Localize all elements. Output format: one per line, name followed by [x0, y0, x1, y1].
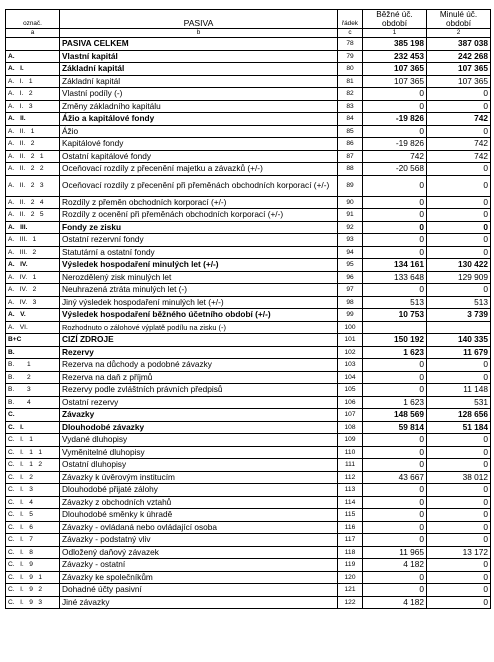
row-oznaceni: C. I. 9 1: [6, 571, 60, 584]
row-radek: 101: [338, 334, 363, 347]
row-minule-value: 0: [427, 521, 491, 534]
table-row: [6, 471, 491, 484]
row-oznaceni: C. I. 2: [6, 471, 60, 484]
table-row: [6, 371, 491, 384]
row-minule-value: 0: [427, 509, 491, 522]
row-radek: 100: [338, 321, 363, 334]
row-radek: 83: [338, 100, 363, 113]
table-row: [6, 421, 491, 434]
row-oznaceni: A. II.: [6, 113, 60, 126]
row-radek: 82: [338, 88, 363, 101]
table-row: [6, 88, 491, 101]
row-minule-value: 38 012: [427, 471, 491, 484]
row-radek: 117: [338, 534, 363, 547]
table-row: [6, 484, 491, 497]
row-radek: 120: [338, 571, 363, 584]
row-bezne-value: 0: [363, 100, 427, 113]
row-oznaceni: A. II. 2 2: [6, 163, 60, 176]
row-bezne-value: 0: [363, 209, 427, 222]
row-minule-value: 387 038: [427, 38, 491, 51]
header-minule-obdobi: Minulé úč. období: [427, 10, 491, 29]
row-oznaceni: B. 1: [6, 359, 60, 372]
row-label: Rezerva na důchody a podobné závazky: [60, 359, 338, 372]
row-minule-value: 11 679: [427, 346, 491, 359]
row-label: Vydané dluhopisy: [60, 434, 338, 447]
row-bezne-value: 0: [363, 484, 427, 497]
row-bezne-value: 0: [363, 496, 427, 509]
row-label: Neuhrazená ztráta minulých let (-): [60, 284, 338, 297]
row-oznaceni: A. II. 2 3: [6, 175, 60, 196]
row-oznaceni: C. I. 7: [6, 534, 60, 547]
row-oznaceni: C. I. 4: [6, 496, 60, 509]
row-label: CIZÍ ZDROJE: [60, 334, 338, 347]
table-row: [6, 546, 491, 559]
row-oznaceni: B. 2: [6, 371, 60, 384]
row-label: Rezerva na daň z příjmů: [60, 371, 338, 384]
row-oznaceni: C. I. 6: [6, 521, 60, 534]
row-label: Závazky z obchodních vztahů: [60, 496, 338, 509]
row-oznaceni: A. I.: [6, 63, 60, 76]
row-radek: 122: [338, 596, 363, 609]
row-radek: 80: [338, 63, 363, 76]
table-row: [6, 100, 491, 113]
row-bezne-value: 0: [363, 521, 427, 534]
row-minule-value: 140 335: [427, 334, 491, 347]
row-label: Závazky: [60, 409, 338, 422]
row-label: Ážio: [60, 125, 338, 138]
row-label: Rezervy: [60, 346, 338, 359]
row-radek: 84: [338, 113, 363, 126]
row-oznaceni: A.: [6, 50, 60, 63]
row-bezne-value: 232 453: [363, 50, 427, 63]
row-oznaceni: B. 4: [6, 396, 60, 409]
row-oznaceni: A. II. 2 4: [6, 196, 60, 209]
row-label: Vlastní kapitál: [60, 50, 338, 63]
row-radek: 92: [338, 221, 363, 234]
table-row: [6, 38, 491, 51]
row-oznaceni: C. I. 9 2: [6, 584, 60, 597]
row-label: Kapitálové fondy: [60, 138, 338, 151]
row-minule-value: 129 909: [427, 271, 491, 284]
row-oznaceni: A. III. 1: [6, 234, 60, 247]
row-label: Dlouhodobé závazky: [60, 421, 338, 434]
row-minule-value: 513: [427, 296, 491, 309]
row-minule-value: 107 365: [427, 63, 491, 76]
row-radek: 89: [338, 175, 363, 196]
row-label: Odložený daňový závazek: [60, 546, 338, 559]
row-minule-value: 0: [427, 534, 491, 547]
row-radek: 107: [338, 409, 363, 422]
row-bezne-value: 385 198: [363, 38, 427, 51]
row-label: Statutární a ostatní fondy: [60, 246, 338, 259]
row-oznaceni: C.: [6, 409, 60, 422]
row-label: Ostatní kapitálové fondy: [60, 150, 338, 163]
row-radek: 102: [338, 346, 363, 359]
row-bezne-value: 0: [363, 125, 427, 138]
row-minule-value: 0: [427, 496, 491, 509]
table-row: [6, 496, 491, 509]
table-row: [6, 571, 491, 584]
row-oznaceni: A. I. 3: [6, 100, 60, 113]
table-row: [6, 521, 491, 534]
row-minule-value: 0: [427, 209, 491, 222]
sub-1: 1: [363, 29, 427, 38]
table-row: [6, 196, 491, 209]
row-bezne-value: 59 814: [363, 421, 427, 434]
table-row: [6, 409, 491, 422]
row-radek: 110: [338, 446, 363, 459]
row-oznaceni: A. IV. 3: [6, 296, 60, 309]
row-bezne-value: 0: [363, 175, 427, 196]
table-row: [6, 309, 491, 322]
table-row: [6, 509, 491, 522]
row-minule-value: 130 422: [427, 259, 491, 272]
row-label: Fondy ze zisku: [60, 221, 338, 234]
table-row: [6, 596, 491, 609]
row-minule-value: 0: [427, 596, 491, 609]
row-minule-value: 0: [427, 459, 491, 472]
row-minule-value: 0: [427, 571, 491, 584]
table-row: [6, 534, 491, 547]
table-row: [6, 384, 491, 397]
row-oznaceni: A. II. 2 1: [6, 150, 60, 163]
row-label: Oceňovací rozdíly z přecenění při přeměnách obchodních korporací (+/-): [60, 175, 338, 196]
row-radek: 104: [338, 371, 363, 384]
row-label: Oceňovací rozdíly z přecenění majetku a závazků (+/-): [60, 163, 338, 176]
table-row: [6, 459, 491, 472]
row-oznaceni: A. III. 2: [6, 246, 60, 259]
row-oznaceni: C. I. 9: [6, 559, 60, 572]
table-row: [6, 221, 491, 234]
row-minule-value: 0: [427, 175, 491, 196]
row-bezne-value: 11 965: [363, 546, 427, 559]
row-minule-value: 0: [427, 246, 491, 259]
table-row: [6, 50, 491, 63]
row-bezne-value: -20 568: [363, 163, 427, 176]
row-radek: 98: [338, 296, 363, 309]
row-bezne-value: 1 623: [363, 396, 427, 409]
row-bezne-value: 107 365: [363, 75, 427, 88]
row-oznaceni: C. I. 9 3: [6, 596, 60, 609]
row-oznaceni: A. II. 2 5: [6, 209, 60, 222]
row-radek: 94: [338, 246, 363, 259]
row-bezne-value: 0: [363, 459, 427, 472]
row-label: Výsledek hospodaření minulých let (+/-): [60, 259, 338, 272]
row-bezne-value: 0: [363, 221, 427, 234]
row-bezne-value: 513: [363, 296, 427, 309]
row-minule-value: [427, 321, 491, 334]
row-radek: 90: [338, 196, 363, 209]
row-oznaceni: C. I. 3: [6, 484, 60, 497]
row-oznaceni: A. I. 2: [6, 88, 60, 101]
row-radek: 96: [338, 271, 363, 284]
row-radek: 85: [338, 125, 363, 138]
table-row: [6, 271, 491, 284]
row-minule-value: 0: [427, 434, 491, 447]
row-minule-value: 128 656: [427, 409, 491, 422]
row-label: Vlastní podíly (-): [60, 88, 338, 101]
row-radek: 113: [338, 484, 363, 497]
table-row: [6, 434, 491, 447]
header-subrow: [6, 29, 491, 38]
table-row: [6, 150, 491, 163]
row-label: Ostatní rezervy: [60, 396, 338, 409]
row-oznaceni: A. IV.: [6, 259, 60, 272]
row-bezne-value: 4 182: [363, 596, 427, 609]
row-radek: 79: [338, 50, 363, 63]
row-minule-value: 107 365: [427, 75, 491, 88]
row-bezne-value: 0: [363, 571, 427, 584]
row-minule-value: 742: [427, 150, 491, 163]
row-minule-value: 0: [427, 284, 491, 297]
row-bezne-value: 107 365: [363, 63, 427, 76]
row-oznaceni: C. I. 1 2: [6, 459, 60, 472]
row-minule-value: 0: [427, 221, 491, 234]
row-label: Rozdíly z ocenění při přeměnách obchodních korporací (+/-): [60, 209, 338, 222]
table-row: [6, 396, 491, 409]
table-row: [6, 321, 491, 334]
row-minule-value: 13 172: [427, 546, 491, 559]
row-bezne-value: 0: [363, 446, 427, 459]
row-oznaceni: C. I. 5: [6, 509, 60, 522]
row-oznaceni: C. I. 1 1: [6, 446, 60, 459]
row-minule-value: 0: [427, 446, 491, 459]
row-bezne-value: 0: [363, 359, 427, 372]
row-oznaceni: [6, 38, 60, 51]
row-label: Jiný výsledek hospodaření minulých let (+/-): [60, 296, 338, 309]
row-label: Jiné závazky: [60, 596, 338, 609]
sub-2: 2: [427, 29, 491, 38]
row-radek: 115: [338, 509, 363, 522]
row-minule-value: 242 268: [427, 50, 491, 63]
row-radek: 118: [338, 546, 363, 559]
row-radek: 116: [338, 521, 363, 534]
table-row: [6, 246, 491, 259]
row-oznaceni: A. III.: [6, 221, 60, 234]
row-minule-value: 0: [427, 359, 491, 372]
row-minule-value: 3 739: [427, 309, 491, 322]
row-bezne-value: 0: [363, 234, 427, 247]
table-row: [6, 559, 491, 572]
header-radek: řádek: [338, 10, 363, 29]
table-row: [6, 75, 491, 88]
row-radek: 88: [338, 163, 363, 176]
row-bezne-value: 0: [363, 246, 427, 259]
header-pasiva: PASIVA: [60, 10, 338, 29]
row-label: Změny základního kapitálu: [60, 100, 338, 113]
row-minule-value: 742: [427, 113, 491, 126]
row-radek: 108: [338, 421, 363, 434]
row-label: Dlouhodobé směnky k úhradě: [60, 509, 338, 522]
pasiva-table: [5, 9, 491, 609]
row-radek: 87: [338, 150, 363, 163]
table-row: [6, 296, 491, 309]
row-minule-value: 0: [427, 88, 491, 101]
row-oznaceni: A. V.: [6, 309, 60, 322]
row-minule-value: 0: [427, 371, 491, 384]
row-radek: 97: [338, 284, 363, 297]
row-oznaceni: A. II. 1: [6, 125, 60, 138]
row-radek: 105: [338, 384, 363, 397]
row-radek: 91: [338, 209, 363, 222]
row-bezne-value: 0: [363, 284, 427, 297]
row-radek: 95: [338, 259, 363, 272]
row-radek: 86: [338, 138, 363, 151]
row-bezne-value: [363, 321, 427, 334]
table-row: [6, 284, 491, 297]
table-row: [6, 234, 491, 247]
row-radek: 93: [338, 234, 363, 247]
balance-sheet-page: [5, 9, 490, 609]
row-label: Závazky - ovládaná nebo ovládající osoba: [60, 521, 338, 534]
row-bezne-value: 0: [363, 384, 427, 397]
row-minule-value: 11 148: [427, 384, 491, 397]
row-bezne-value: 0: [363, 584, 427, 597]
row-label: Rozdíly z přeměn obchodních korporací (+/-): [60, 196, 338, 209]
row-radek: 119: [338, 559, 363, 572]
table-row: [6, 175, 491, 196]
row-minule-value: 51 184: [427, 421, 491, 434]
row-bezne-value: 134 161: [363, 259, 427, 272]
row-minule-value: 0: [427, 584, 491, 597]
row-oznaceni: A. IV. 1: [6, 271, 60, 284]
row-minule-value: 0: [427, 163, 491, 176]
sub-a: a: [6, 29, 60, 38]
row-minule-value: 0: [427, 100, 491, 113]
row-minule-value: 0: [427, 196, 491, 209]
row-bezne-value: 742: [363, 150, 427, 163]
table-row: [6, 138, 491, 151]
row-oznaceni: A. IV. 2: [6, 284, 60, 297]
sub-c: c: [338, 29, 363, 38]
table-row: [6, 359, 491, 372]
header-bezne-obdobi: Běžné úč. období: [363, 10, 427, 29]
table-row: [6, 446, 491, 459]
row-radek: 111: [338, 459, 363, 472]
table-row: [6, 63, 491, 76]
row-bezne-value: 0: [363, 371, 427, 384]
row-oznaceni: B.: [6, 346, 60, 359]
row-radek: 112: [338, 471, 363, 484]
row-minule-value: 0: [427, 559, 491, 572]
row-minule-value: 0: [427, 234, 491, 247]
row-label: Základní kapitál: [60, 63, 338, 76]
row-radek: 103: [338, 359, 363, 372]
row-label: Závazky k úvěrovým institucím: [60, 471, 338, 484]
row-bezne-value: 1 623: [363, 346, 427, 359]
row-minule-value: 531: [427, 396, 491, 409]
row-bezne-value: 150 192: [363, 334, 427, 347]
row-bezne-value: 0: [363, 534, 427, 547]
row-oznaceni: C. I.: [6, 421, 60, 434]
row-bezne-value: 43 667: [363, 471, 427, 484]
row-bezne-value: 10 753: [363, 309, 427, 322]
row-label: Rozhodnuto o zálohové výplatě podílu na zisku (-): [60, 321, 338, 334]
row-label: Vyměnitelné dluhopisy: [60, 446, 338, 459]
row-minule-value: 0: [427, 484, 491, 497]
row-bezne-value: 0: [363, 196, 427, 209]
table-row: [6, 584, 491, 597]
row-bezne-value: 0: [363, 434, 427, 447]
table-row: [6, 259, 491, 272]
row-label: Nerozdělený zisk minulých let: [60, 271, 338, 284]
row-label: Ostatní dluhopisy: [60, 459, 338, 472]
row-bezne-value: 133 648: [363, 271, 427, 284]
row-radek: 114: [338, 496, 363, 509]
row-label: Základní kapitál: [60, 75, 338, 88]
table-row: [6, 334, 491, 347]
row-bezne-value: 0: [363, 88, 427, 101]
row-radek: 106: [338, 396, 363, 409]
header-oznaceni: označ.: [6, 10, 60, 29]
row-bezne-value: 0: [363, 509, 427, 522]
row-label: Dohadné účty pasivní: [60, 584, 338, 597]
table-row: [6, 346, 491, 359]
row-label: Ážio a kapitálové fondy: [60, 113, 338, 126]
row-oznaceni: A. VI.: [6, 321, 60, 334]
row-label: Závazky ke společníkům: [60, 571, 338, 584]
row-oznaceni: A. I. 1: [6, 75, 60, 88]
row-radek: 81: [338, 75, 363, 88]
table-row: [6, 125, 491, 138]
row-label: Výsledek hospodaření běžného účetního období (+/-): [60, 309, 338, 322]
row-label: Rezervy podle zvláštních právních předpisů: [60, 384, 338, 397]
row-bezne-value: 4 182: [363, 559, 427, 572]
row-bezne-value: -19 826: [363, 113, 427, 126]
row-radek: 78: [338, 38, 363, 51]
row-oznaceni: C. I. 8: [6, 546, 60, 559]
row-oznaceni: C. I. 1: [6, 434, 60, 447]
row-radek: 109: [338, 434, 363, 447]
row-bezne-value: 148 569: [363, 409, 427, 422]
row-oznaceni: B. 3: [6, 384, 60, 397]
row-label: PASIVA CELKEM: [60, 38, 338, 51]
row-oznaceni: B+C: [6, 334, 60, 347]
table-row: [6, 209, 491, 222]
row-radek: 99: [338, 309, 363, 322]
row-oznaceni: A. II. 2: [6, 138, 60, 151]
row-minule-value: 0: [427, 125, 491, 138]
row-radek: 121: [338, 584, 363, 597]
row-label: Závazky - ostatní: [60, 559, 338, 572]
table-row: [6, 163, 491, 176]
row-label: Ostatní rezervní fondy: [60, 234, 338, 247]
row-label: Závazky - podstatný vliv: [60, 534, 338, 547]
header-row: [6, 10, 491, 29]
row-bezne-value: -19 826: [363, 138, 427, 151]
sub-b: b: [60, 29, 338, 38]
row-minule-value: 742: [427, 138, 491, 151]
table-row: [6, 113, 491, 126]
row-label: Dlouhodobé přijaté zálohy: [60, 484, 338, 497]
